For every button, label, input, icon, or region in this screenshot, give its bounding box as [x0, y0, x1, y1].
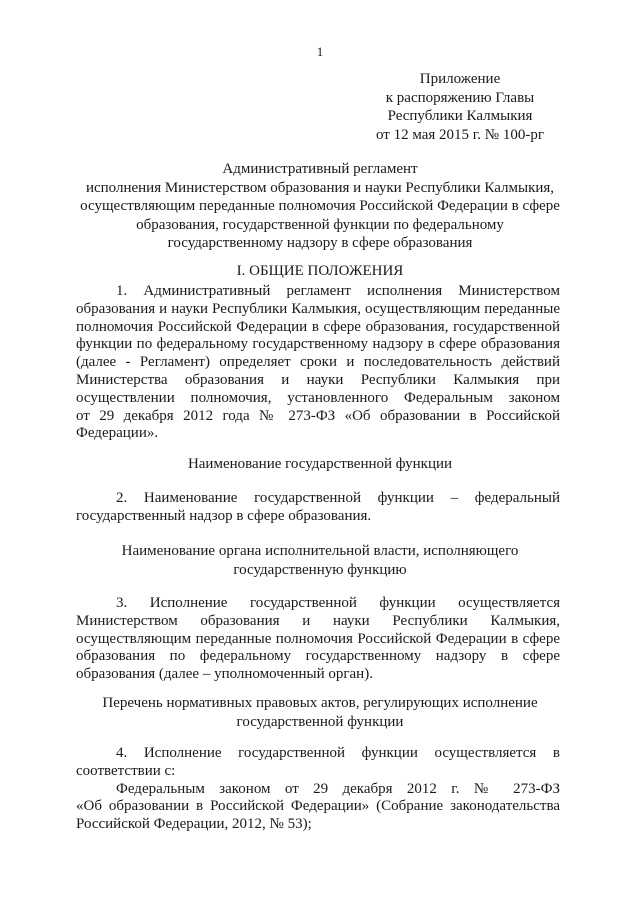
- paragraph-line: от 29 декабря 2012 года № 273-ФЗ «Об образовании в Российской: [76, 407, 560, 424]
- section-heading: государственной функции: [236, 713, 404, 730]
- paragraph-line: полномочия Российской Федерации в сфере образования, государственной: [76, 318, 560, 335]
- section-2-heading: [60, 455, 580, 474]
- paragraph-line: государственный надзор в сфере образования.: [76, 507, 372, 524]
- section-2-paragraph: [76, 490, 560, 526]
- section-heading: государственную функцию: [233, 561, 407, 578]
- paragraph-line: 1. Административный регламент исполнения Министерством: [116, 283, 560, 299]
- paragraph-line: образования и науки Республики Калмыкия, осуществляющим переданные: [76, 300, 560, 317]
- section-1-paragraph: [76, 283, 560, 443]
- paragraph-line: Федерации».: [76, 425, 159, 442]
- page-number: 1: [316, 44, 324, 59]
- section-heading: I. ОБЩИЕ ПОЛОЖЕНИЯ: [236, 263, 404, 279]
- title-line: государственному надзору в сфере образования: [167, 235, 473, 251]
- section-heading: Перечень нормативных правовых актов, регулирующих исполнение: [102, 695, 538, 711]
- title-line: исполнения Министерством образования и науки Республики Калмыкия,: [85, 179, 555, 196]
- appendix-line: к распоряжению Главы: [385, 89, 535, 106]
- paragraph-line: 3. Исполнение государственной функции осуществляется: [116, 595, 560, 611]
- paragraph-line: Министерством образования и науки Республики Калмыкия,: [76, 612, 560, 629]
- paragraph-line: Федеральным законом от 29 декабря 2012 г. № 273-ФЗ: [116, 780, 560, 797]
- section-4-heading: [60, 694, 580, 731]
- paragraph-line: образования (далее – уполномоченный орган).: [76, 666, 373, 683]
- paragraph-line: образования по федеральному государственному надзору в сфере: [76, 648, 560, 665]
- paragraph-line: 4. Исполнение государственной функции осуществляется в: [116, 745, 560, 761]
- title-line: образования, государственной функции по федеральному: [136, 216, 504, 233]
- paragraph-line: «Об образовании в Российской Федерации» (Собрание законодательства: [76, 798, 560, 815]
- document-title: [60, 160, 580, 253]
- appendix-line: Приложение: [419, 71, 501, 87]
- paragraph-line: Российской Федерации, 2012, № 53);: [76, 816, 312, 833]
- title-line: Административный регламент: [222, 161, 418, 177]
- paragraph-line: функции по федеральному государственному надзору в сфере образования: [76, 336, 560, 353]
- section-1-heading: [60, 262, 580, 281]
- appendix-line: Республики Калмыкия: [387, 108, 533, 124]
- paragraph-line: (далее - Регламент) определяет сроки и последовательность действий: [76, 354, 560, 371]
- paragraph-line: 2. Наименование государственной функции – федеральный: [116, 490, 560, 506]
- paragraph-line: соответствии с:: [76, 762, 176, 779]
- appendix-block: [330, 70, 590, 144]
- section-3-heading: [60, 542, 580, 579]
- section-3-paragraph: [76, 595, 560, 684]
- paragraph-line: осуществлении полномочия, установленного Федеральным законом: [76, 389, 560, 406]
- paragraph-line: Министерства образования и науки Республики Калмыкия при: [76, 371, 560, 388]
- section-4-paragraph: [76, 745, 560, 834]
- section-heading: Наименование государственной функции: [187, 456, 453, 472]
- appendix-line: от 12 мая 2015 г. № 100-рг: [376, 126, 544, 143]
- title-line: осуществляющим переданные полномочия Российской Федерации в сфере: [80, 198, 560, 214]
- paragraph-line: осуществляющим переданные полномочия Российской Федерации в сфере: [76, 630, 560, 647]
- section-heading: Наименование органа исполнительной власти, исполняющего: [121, 543, 519, 559]
